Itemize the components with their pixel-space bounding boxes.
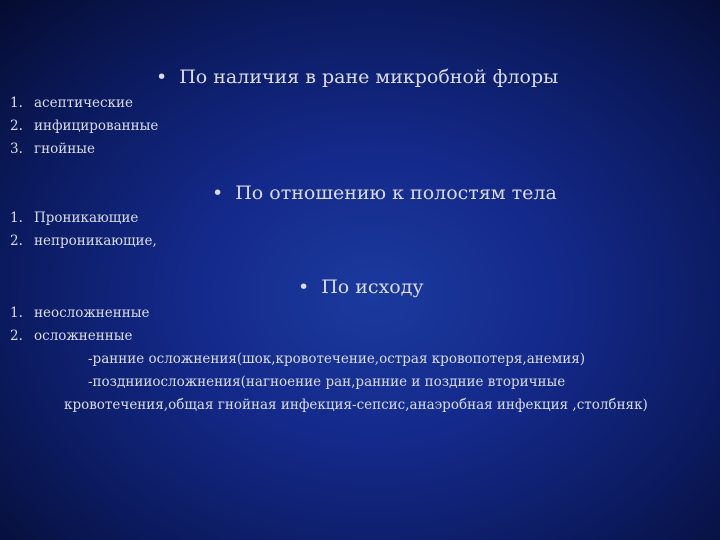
complication-detail-line: -ранние осложнения(шок,кровотечение,острая кровопотеря,анемия) [88,351,586,367]
item-text: неосложненные [34,305,150,321]
list-item [10,138,158,161]
item-number: 3. [10,141,23,157]
item-number: 2. [10,233,23,249]
list-item [10,325,150,348]
heading-text: По наличия в ране микробной флоры [179,66,559,88]
item-number: 1. [10,210,23,226]
item-text: гнойные [34,141,95,157]
item-text: непроникающие, [34,233,157,249]
item-number: 2. [10,328,23,344]
section-heading-body-cavities [212,182,557,204]
outcome-list [10,302,150,348]
item-number: 2. [10,118,23,134]
complication-detail-line: кровотечения,общая гнойная инфекция-сепсис,анаэробная инфекция ,столбняк) [64,397,648,413]
list-item [10,230,157,253]
list-item [10,207,157,230]
item-text: инфицированные [34,118,159,134]
cavity-list [10,207,157,253]
bullet-icon: • [156,66,168,88]
section-heading-outcome [298,276,424,298]
heading-text: По отношению к полостям тела [235,182,557,204]
section-heading-microbial-flora [156,66,558,88]
heading-text: По исходу [321,276,424,298]
flora-list [10,92,158,161]
list-item [10,92,158,115]
item-text: осложненные [34,328,133,344]
list-item [10,302,150,325]
item-number: 1. [10,305,23,321]
item-text: асептические [34,95,133,111]
item-text: Проникающие [34,210,139,226]
bullet-icon: • [298,276,310,298]
bullet-icon: • [212,182,224,204]
complication-detail-line: -позднииосложнения(нагноение ран,ранние и поздние вторичные [88,374,566,390]
item-number: 1. [10,95,23,111]
list-item [10,115,158,138]
